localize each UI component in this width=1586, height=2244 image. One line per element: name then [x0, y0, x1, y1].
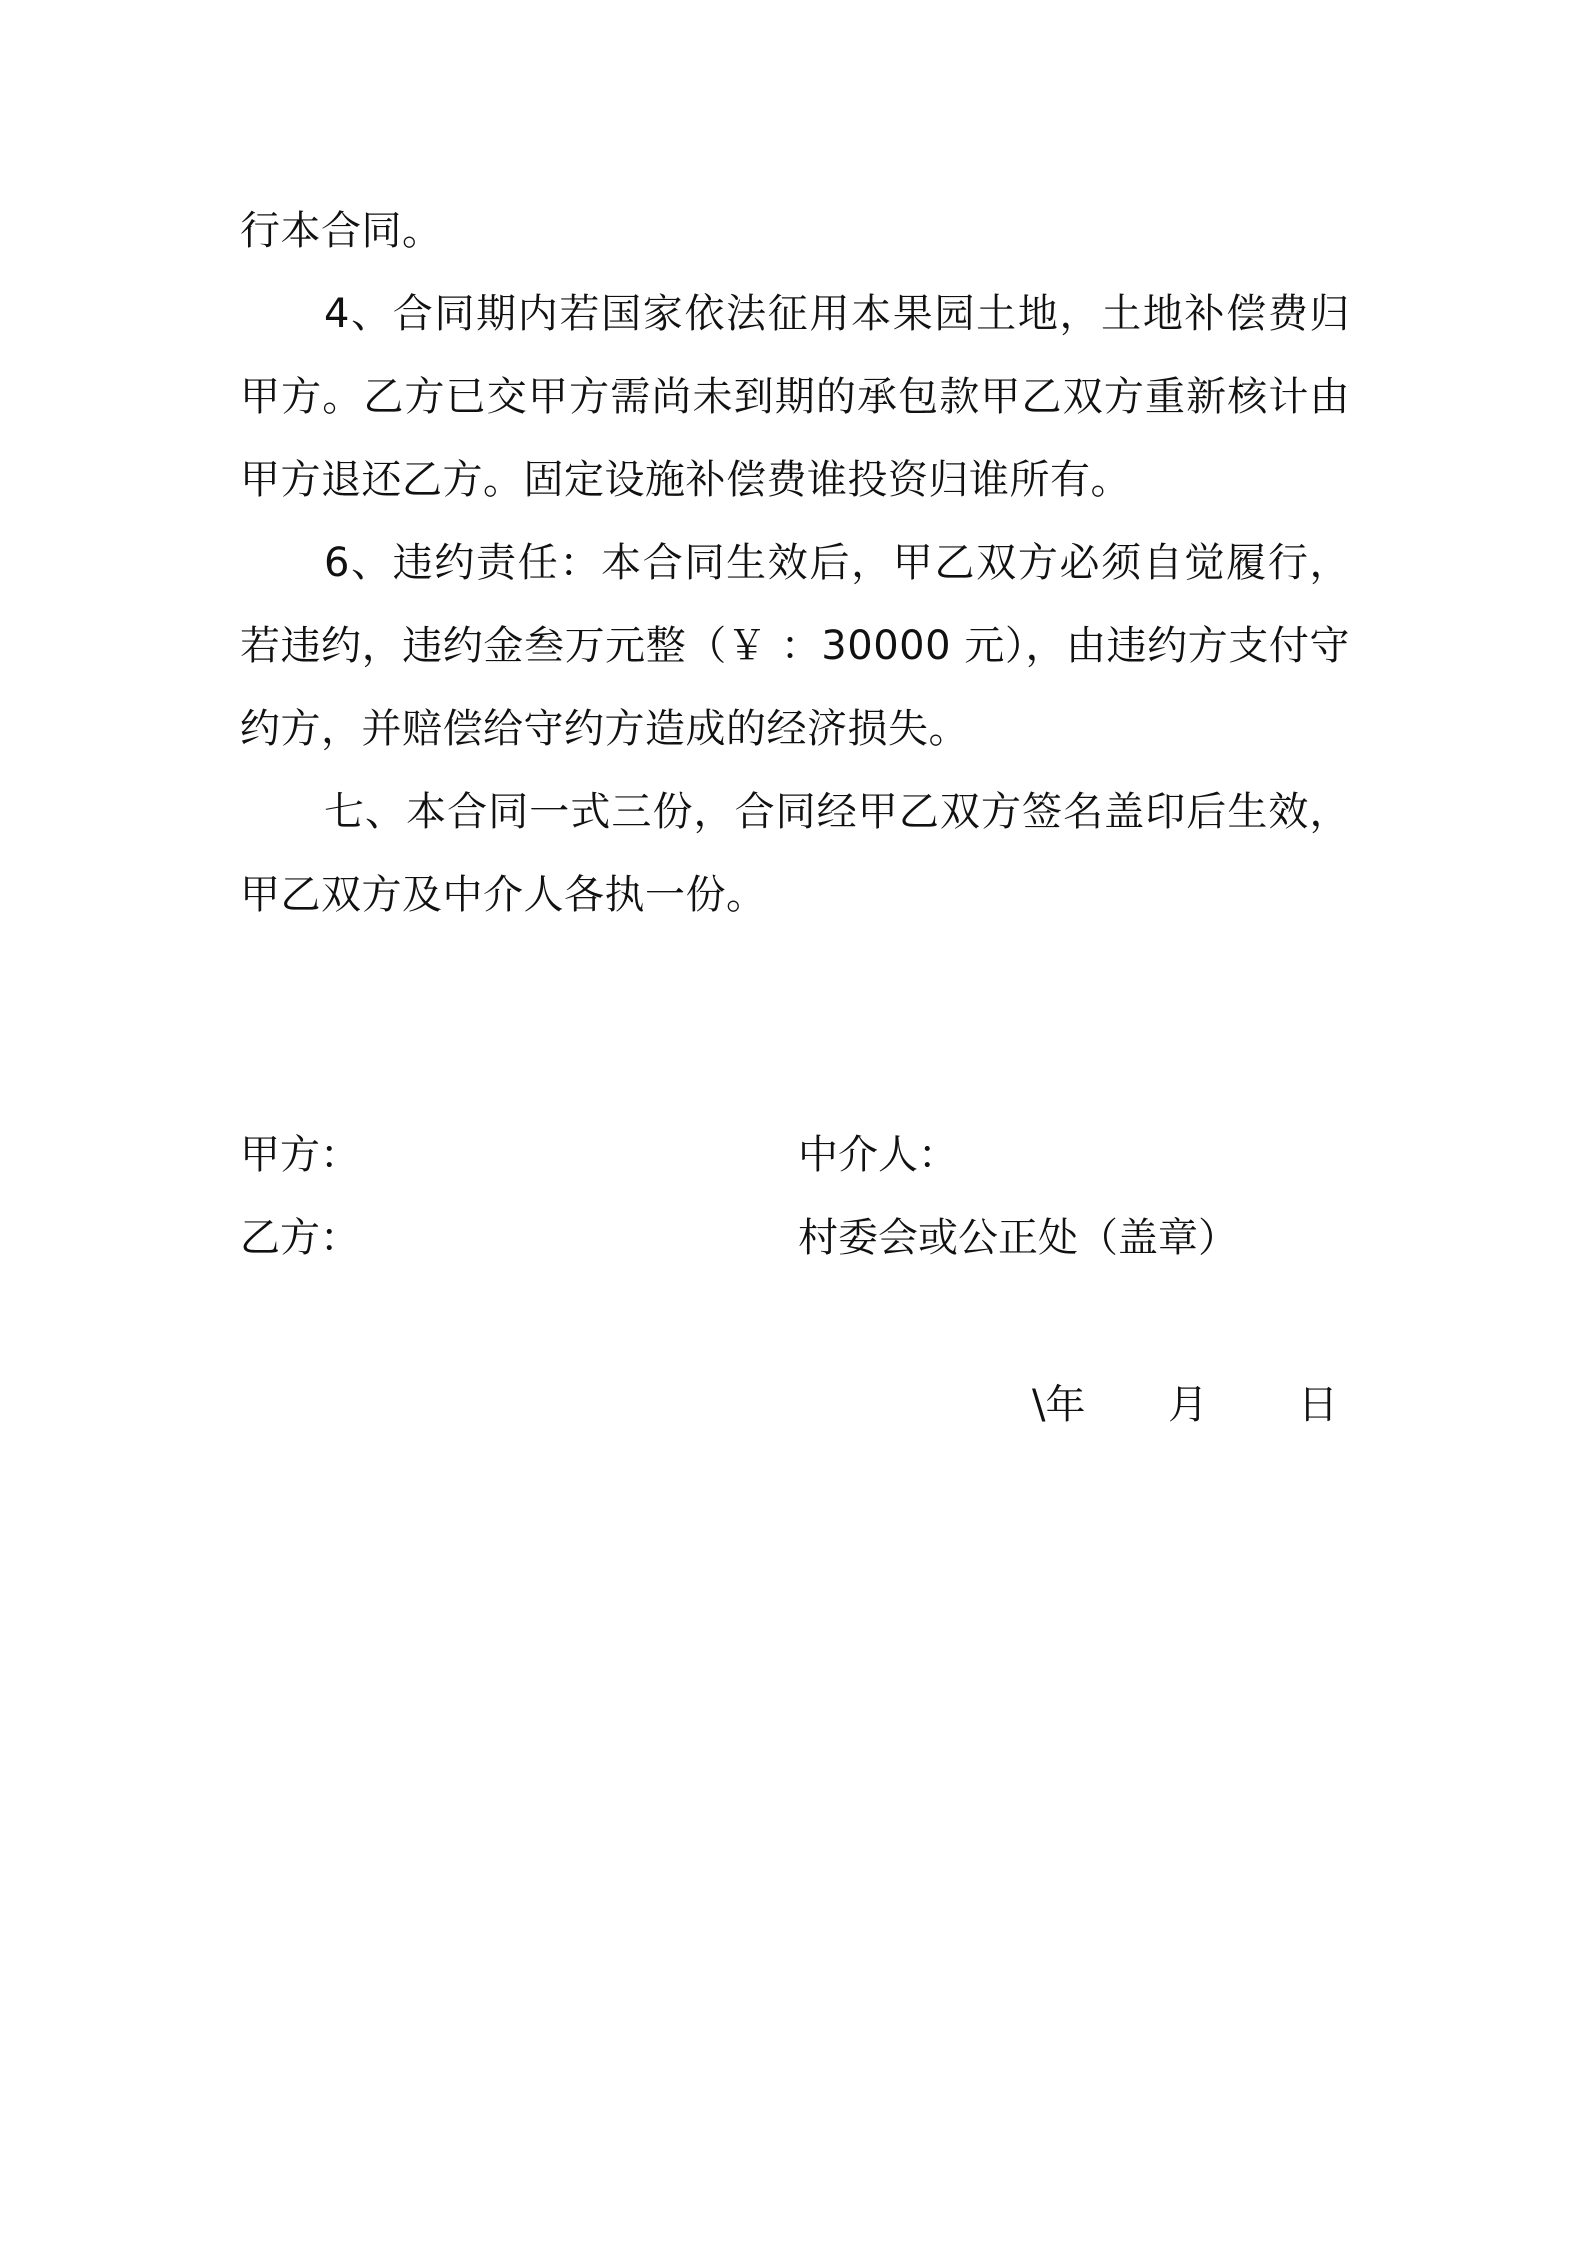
date-day-label: 日: [1298, 1382, 1338, 1428]
intermediary-label: 中介人：: [798, 1132, 958, 1178]
signature-row-1: [240, 1114, 1350, 1197]
village-or-notary-seal-label: 村委会或公正处（盖章）: [798, 1215, 1238, 1261]
date-month-label: 月: [1168, 1382, 1208, 1428]
paragraph-clause-4-land-compensation: 4、合同期内若国家依法征用本果园土地，土地补偿费归甲方。乙方已交甲方需尚未到期的承包款甲乙双方重新核计由甲方退还乙方。固定设施补偿费谁投资归谁所有。: [240, 291, 1350, 503]
party-b-label: 乙方：: [240, 1215, 360, 1261]
contract-body: [240, 190, 1350, 937]
paragraph-clause-7-copies: 七、本合同一式三份，合同经甲乙双方签名盖印后生效，甲乙双方及中介人各执一份。: [240, 789, 1350, 918]
party-a-label: 甲方：: [240, 1132, 360, 1178]
signature-row-2: [240, 1197, 1350, 1280]
signature-block: [240, 1114, 1350, 1280]
date-line: [1032, 1364, 1358, 1447]
paragraph-continuation: 行本合同。: [240, 208, 443, 254]
paragraph-clause-6-breach-liability: 6、违约责任：本合同生效后，甲乙双方必须自觉履行，若违约，违约金叁万元整（￥ ：30000 元），由违约方支付守约方，并赔偿给守约方造成的经济损失。: [240, 540, 1350, 752]
date-year-label: \年: [1032, 1382, 1086, 1428]
